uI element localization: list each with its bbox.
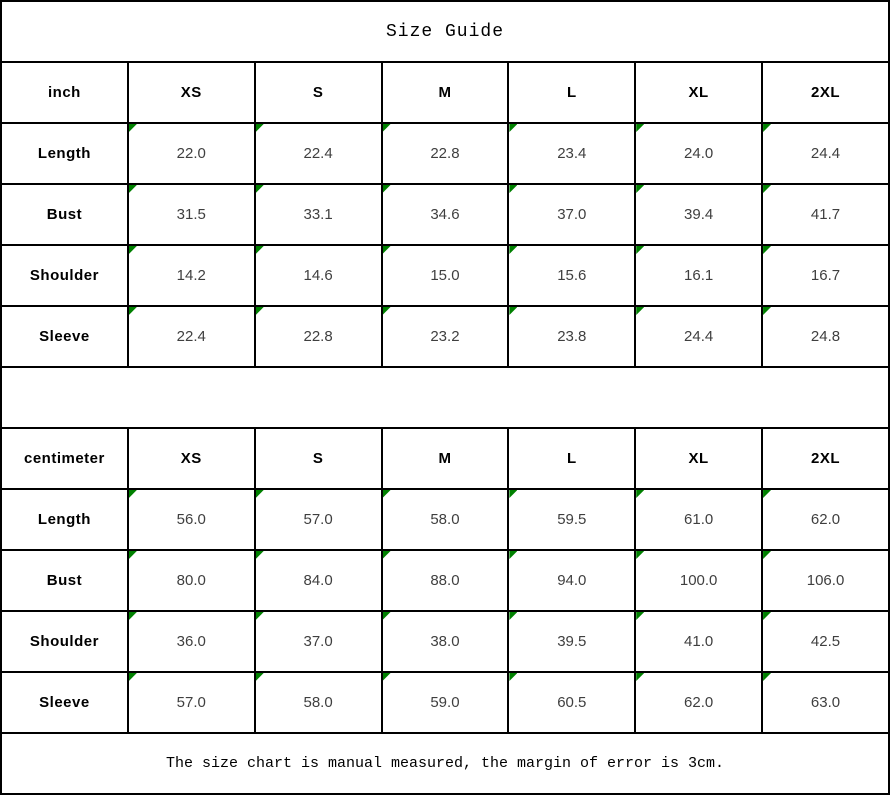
cell-value: 15.6 bbox=[557, 267, 587, 284]
unit-header-inch: inch bbox=[1, 62, 128, 123]
value-cell bbox=[635, 306, 762, 367]
cell-value: 39.5 bbox=[557, 633, 587, 650]
cell-value: 41.0 bbox=[684, 633, 714, 650]
size-header-s: S bbox=[255, 62, 382, 123]
green-triangle-icon bbox=[636, 185, 644, 193]
value-cell bbox=[508, 550, 635, 611]
green-triangle-icon bbox=[129, 307, 137, 315]
green-triangle-icon bbox=[763, 673, 771, 681]
table-row bbox=[1, 489, 889, 550]
green-triangle-icon bbox=[763, 185, 771, 193]
green-triangle-icon bbox=[129, 673, 137, 681]
cell-value: 88.0 bbox=[430, 572, 460, 589]
green-triangle-icon bbox=[256, 307, 264, 315]
value-cell bbox=[128, 489, 255, 550]
size-header-xl: XL bbox=[635, 62, 762, 123]
green-triangle-icon bbox=[256, 490, 264, 498]
table-row bbox=[1, 123, 889, 184]
green-triangle-icon bbox=[509, 551, 517, 559]
green-triangle-icon bbox=[383, 246, 391, 254]
footer-row bbox=[1, 733, 889, 794]
green-triangle-icon bbox=[129, 246, 137, 254]
green-triangle-icon bbox=[256, 124, 264, 132]
value-cell bbox=[382, 184, 509, 245]
value-cell bbox=[255, 550, 382, 611]
cell-value: 59.5 bbox=[557, 511, 587, 528]
value-cell bbox=[762, 123, 889, 184]
green-triangle-icon bbox=[763, 490, 771, 498]
page-title: Size Guide bbox=[1, 1, 889, 62]
inch-header-row bbox=[1, 62, 889, 123]
green-triangle-icon bbox=[763, 124, 771, 132]
value-cell bbox=[382, 611, 509, 672]
cell-value: 16.1 bbox=[684, 267, 714, 284]
green-triangle-icon bbox=[383, 612, 391, 620]
value-cell bbox=[635, 123, 762, 184]
green-triangle-icon bbox=[129, 490, 137, 498]
value-cell bbox=[128, 550, 255, 611]
value-cell bbox=[762, 672, 889, 733]
green-triangle-icon bbox=[383, 490, 391, 498]
green-triangle-icon bbox=[256, 185, 264, 193]
green-triangle-icon bbox=[509, 612, 517, 620]
cell-value: 84.0 bbox=[303, 572, 333, 589]
cell-value: 22.8 bbox=[303, 328, 333, 345]
value-cell bbox=[255, 672, 382, 733]
size-header-m: M bbox=[382, 62, 509, 123]
cell-value: 23.4 bbox=[557, 145, 587, 162]
cell-value: 16.7 bbox=[810, 267, 841, 284]
cell-value: 58.0 bbox=[430, 511, 460, 528]
green-triangle-icon bbox=[129, 185, 137, 193]
value-cell bbox=[508, 184, 635, 245]
row-label: Bust bbox=[1, 184, 128, 245]
cell-value: 23.2 bbox=[430, 328, 460, 345]
size-header-2xl: 2XL bbox=[762, 428, 889, 489]
cell-value: 57.0 bbox=[303, 511, 333, 528]
cell-value: 42.5 bbox=[810, 633, 841, 650]
value-cell bbox=[635, 184, 762, 245]
table-row bbox=[1, 245, 889, 306]
value-cell bbox=[635, 489, 762, 550]
table-row bbox=[1, 611, 889, 672]
green-triangle-icon bbox=[256, 673, 264, 681]
green-triangle-icon bbox=[383, 185, 391, 193]
green-triangle-icon bbox=[636, 612, 644, 620]
value-cell bbox=[762, 306, 889, 367]
cell-value: 22.0 bbox=[176, 145, 206, 162]
green-triangle-icon bbox=[763, 612, 771, 620]
value-cell bbox=[255, 123, 382, 184]
size-header-xs: XS bbox=[128, 62, 255, 123]
green-triangle-icon bbox=[636, 246, 644, 254]
green-triangle-icon bbox=[129, 551, 137, 559]
size-header-l: L bbox=[508, 428, 635, 489]
row-label: Shoulder bbox=[1, 611, 128, 672]
green-triangle-icon bbox=[636, 490, 644, 498]
green-triangle-icon bbox=[636, 307, 644, 315]
value-cell bbox=[508, 306, 635, 367]
spacer-row bbox=[1, 367, 889, 428]
green-triangle-icon bbox=[636, 551, 644, 559]
cell-value: 24.8 bbox=[810, 328, 841, 345]
value-cell bbox=[508, 489, 635, 550]
row-label: Sleeve bbox=[1, 672, 128, 733]
cell-value: 57.0 bbox=[176, 694, 206, 711]
value-cell bbox=[382, 489, 509, 550]
value-cell bbox=[128, 672, 255, 733]
size-header-xl: XL bbox=[635, 428, 762, 489]
green-triangle-icon bbox=[129, 124, 137, 132]
cell-value: 22.4 bbox=[176, 328, 206, 345]
green-triangle-icon bbox=[509, 185, 517, 193]
cell-value: 39.4 bbox=[684, 206, 714, 223]
value-cell bbox=[635, 550, 762, 611]
cell-value: 60.5 bbox=[557, 694, 587, 711]
green-triangle-icon bbox=[636, 124, 644, 132]
green-triangle-icon bbox=[509, 307, 517, 315]
footer-note: The size chart is manual measured, the margin of error is 3cm. bbox=[1, 733, 889, 794]
cell-value: 24.4 bbox=[684, 328, 714, 345]
value-cell bbox=[382, 123, 509, 184]
cell-value: 15.0 bbox=[430, 267, 460, 284]
cell-value: 63.0 bbox=[810, 694, 841, 711]
green-triangle-icon bbox=[383, 551, 391, 559]
cell-value: 37.0 bbox=[557, 206, 587, 223]
green-triangle-icon bbox=[509, 673, 517, 681]
cell-value: 41.7 bbox=[810, 206, 841, 223]
green-triangle-icon bbox=[509, 246, 517, 254]
row-label: Sleeve bbox=[1, 306, 128, 367]
cell-value: 100.0 bbox=[679, 572, 718, 589]
value-cell bbox=[508, 672, 635, 733]
value-cell bbox=[382, 306, 509, 367]
size-header-xs: XS bbox=[128, 428, 255, 489]
value-cell bbox=[128, 306, 255, 367]
cell-value: 94.0 bbox=[557, 572, 587, 589]
table-row bbox=[1, 306, 889, 367]
cell-value: 23.8 bbox=[557, 328, 587, 345]
cell-value: 38.0 bbox=[430, 633, 460, 650]
row-label: Bust bbox=[1, 550, 128, 611]
cell-value: 59.0 bbox=[430, 694, 460, 711]
value-cell bbox=[255, 611, 382, 672]
value-cell bbox=[255, 245, 382, 306]
cell-value: 62.0 bbox=[810, 511, 841, 528]
green-triangle-icon bbox=[763, 307, 771, 315]
value-cell bbox=[255, 489, 382, 550]
cell-value: 31.5 bbox=[176, 206, 206, 223]
cell-value: 61.0 bbox=[684, 511, 714, 528]
value-cell bbox=[255, 184, 382, 245]
unit-header-centimeter: centimeter bbox=[1, 428, 128, 489]
green-triangle-icon bbox=[256, 612, 264, 620]
value-cell bbox=[255, 306, 382, 367]
cell-value: 37.0 bbox=[303, 633, 333, 650]
size-header-m: M bbox=[382, 428, 509, 489]
green-triangle-icon bbox=[383, 307, 391, 315]
value-cell bbox=[762, 245, 889, 306]
value-cell bbox=[508, 611, 635, 672]
cell-value: 24.0 bbox=[684, 145, 714, 162]
row-label: Length bbox=[1, 489, 128, 550]
green-triangle-icon bbox=[383, 124, 391, 132]
value-cell bbox=[508, 123, 635, 184]
value-cell bbox=[762, 550, 889, 611]
value-cell bbox=[128, 245, 255, 306]
green-triangle-icon bbox=[509, 124, 517, 132]
cell-value: 14.6 bbox=[303, 267, 333, 284]
green-triangle-icon bbox=[256, 551, 264, 559]
green-triangle-icon bbox=[509, 490, 517, 498]
size-header-2xl: 2XL bbox=[762, 62, 889, 123]
value-cell bbox=[762, 489, 889, 550]
value-cell bbox=[635, 245, 762, 306]
green-triangle-icon bbox=[763, 551, 771, 559]
title-row bbox=[1, 1, 889, 62]
value-cell bbox=[128, 184, 255, 245]
cell-value: 36.0 bbox=[176, 633, 206, 650]
green-triangle-icon bbox=[256, 246, 264, 254]
value-cell bbox=[762, 184, 889, 245]
green-triangle-icon bbox=[129, 612, 137, 620]
cell-value: 58.0 bbox=[303, 694, 333, 711]
value-cell bbox=[128, 123, 255, 184]
value-cell bbox=[382, 672, 509, 733]
value-cell bbox=[128, 611, 255, 672]
value-cell bbox=[382, 245, 509, 306]
cell-value: 62.0 bbox=[684, 694, 714, 711]
value-cell bbox=[635, 611, 762, 672]
cell-value: 56.0 bbox=[176, 511, 206, 528]
row-label: Length bbox=[1, 123, 128, 184]
cell-value: 34.6 bbox=[430, 206, 460, 223]
cell-value: 80.0 bbox=[176, 572, 206, 589]
value-cell bbox=[508, 245, 635, 306]
cell-value: 24.4 bbox=[810, 145, 841, 162]
cell-value: 22.8 bbox=[430, 145, 460, 162]
green-triangle-icon bbox=[636, 673, 644, 681]
centimeter-header-row bbox=[1, 428, 889, 489]
table-row bbox=[1, 672, 889, 733]
spacer-cell bbox=[1, 367, 889, 428]
size-header-s: S bbox=[255, 428, 382, 489]
green-triangle-icon bbox=[763, 246, 771, 254]
cell-value: 22.4 bbox=[303, 145, 333, 162]
value-cell bbox=[382, 550, 509, 611]
value-cell bbox=[635, 672, 762, 733]
value-cell bbox=[762, 611, 889, 672]
cell-value: 14.2 bbox=[176, 267, 206, 284]
green-triangle-icon bbox=[383, 673, 391, 681]
table-row bbox=[1, 550, 889, 611]
cell-value: 33.1 bbox=[303, 206, 333, 223]
row-label: Shoulder bbox=[1, 245, 128, 306]
table-row bbox=[1, 184, 889, 245]
size-header-l: L bbox=[508, 62, 635, 123]
cell-value: 106.0 bbox=[806, 572, 845, 589]
